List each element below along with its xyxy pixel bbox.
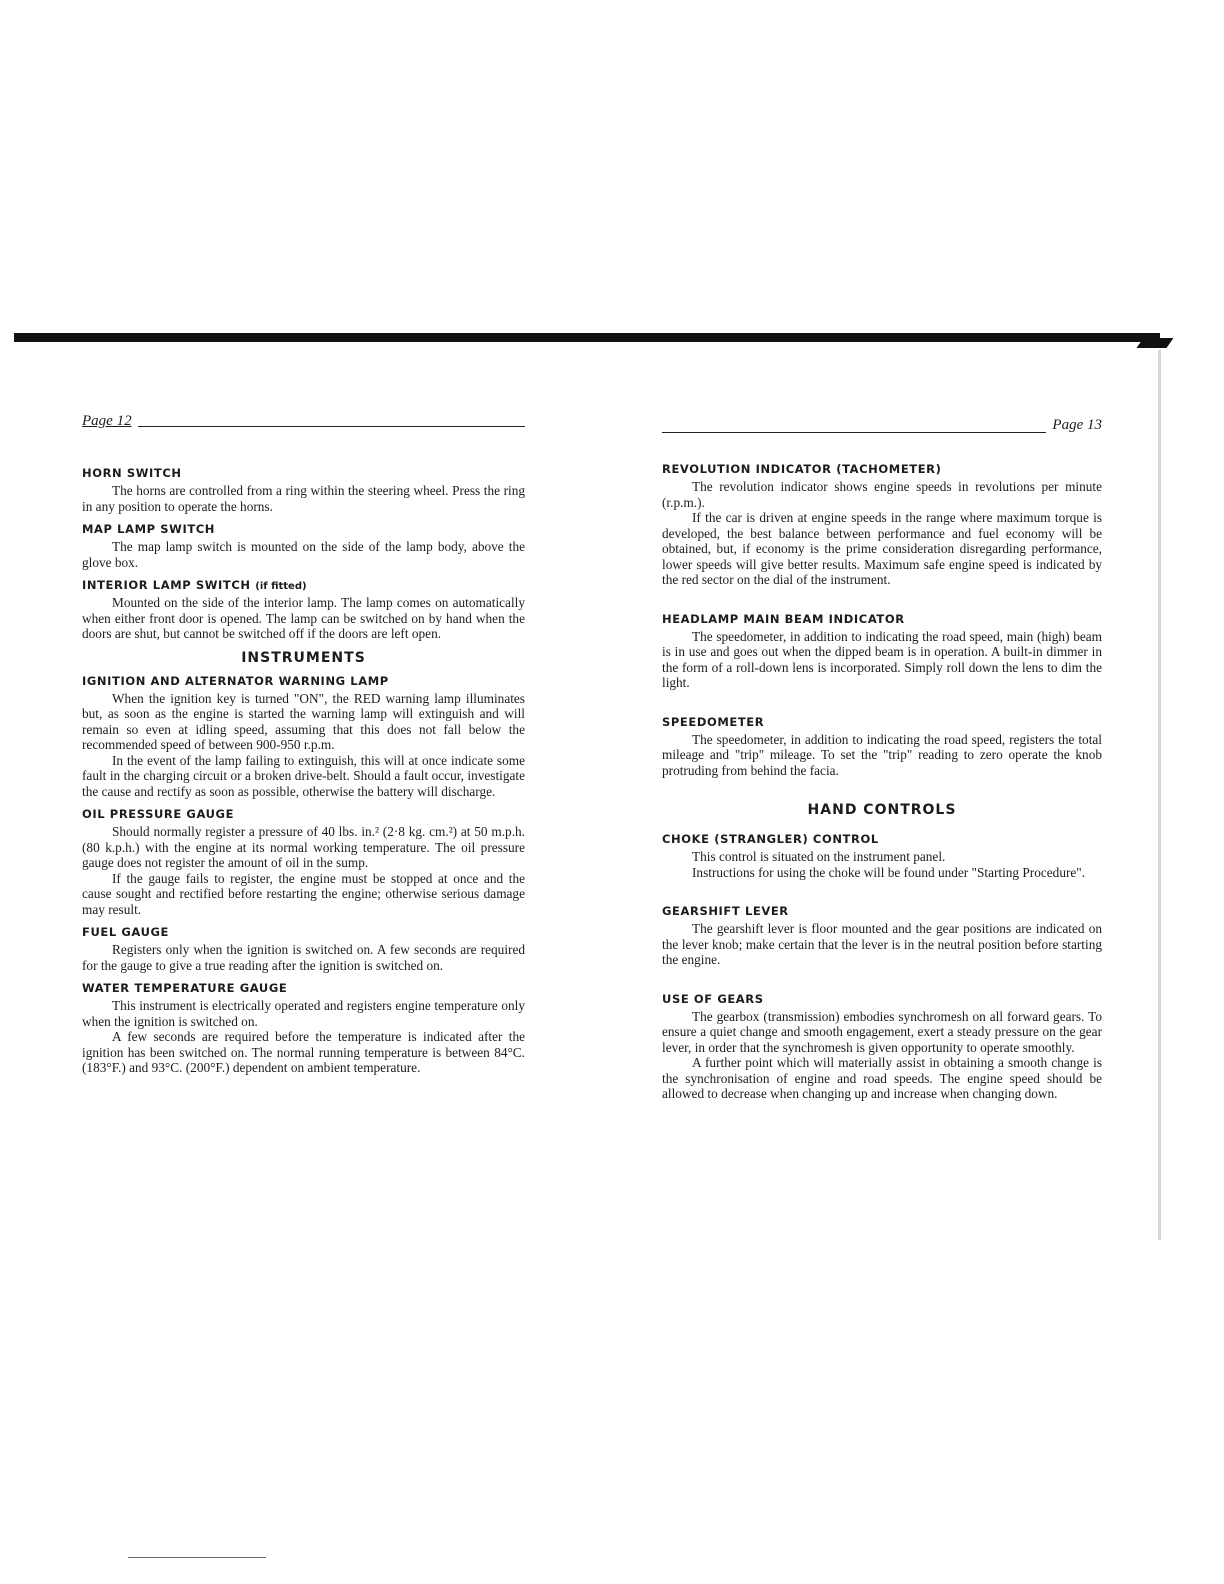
paragraph: The horns are controlled from a ring within the steering wheel. Press the ring in any position to operate the horns. (82, 483, 525, 514)
section-headlamp-main-beam-indicator (662, 612, 1102, 691)
binding-edge (1158, 350, 1161, 1240)
paragraph: Registers only when the ignition is switched on. A few seconds are required for the gauge to give a true reading after the ignition is switched on. (82, 942, 525, 973)
paragraph: When the ignition key is turned "ON", the RED warning lamp illuminates but, as soon as the engine is started the warning lamp will extinguish and will remain so even at idling speed, assuming that this does not fall below the recommended speed of between 900-950 r.p.m. (82, 690, 525, 752)
section-gearshift-lever (662, 904, 1102, 968)
footnote-rule (128, 1557, 266, 1558)
page-header (662, 412, 1102, 434)
section-heading: CHOKE (STRANGLER) CONTROL (662, 832, 879, 846)
section-interior-lamp-switch (82, 578, 525, 642)
paragraph: The map lamp switch is mounted on the side of the lamp body, above the glove box. (82, 539, 525, 570)
section-speedometer (662, 715, 1102, 779)
instruments-heading: INSTRUMENTS (241, 649, 366, 666)
section-oil-pressure-gauge (82, 807, 525, 917)
heading-note: (if fitted) (255, 581, 307, 592)
paragraph: Mounted on the side of the interior lamp. The lamp comes on automatically when either front door is opened. The lamp can be switched on by hand when the doors are shut, but cannot be switched off if the doors are left open. (82, 595, 525, 641)
page-number: Page 12 (82, 413, 132, 429)
paragraph: If the gauge fails to register, the engine must be stopped at once and the cause sought and rectified before restarting the engine; otherwise serious damage may result. (82, 870, 525, 917)
paragraph: The revolution indicator shows engine speeds in revolutions per minute (r.p.m.). (662, 479, 1102, 510)
paragraph: This control is situated on the instrument panel. (692, 849, 946, 864)
page-header (82, 408, 525, 430)
section-water-temperature-gauge (82, 981, 525, 1076)
section-heading: HEADLAMP MAIN BEAM INDICATOR (662, 611, 905, 626)
paragraph: A further point which will materially assist in obtaining a smooth change is the synchronisation of engine and road speeds. The engine speed should be allowed to decrease when changing up and increase when changing down. (662, 1055, 1102, 1101)
top-rule-end (1136, 338, 1173, 348)
top-black-rule (14, 333, 1160, 342)
header-rule (662, 432, 1046, 433)
section-heading: FUEL GAUGE (82, 925, 169, 939)
paragraph: Should normally register a pressure of 40 lbs. in.² (2·8 kg. cm.²) at 50 m.p.h. (80 k.p.h.) with the engine at its normal working temperature. The oil pressure gauge does not register the amount of oil in the sump. (82, 824, 525, 870)
paragraph: The gearshift lever is floor mounted and the gear positions are indicated on the lever knob; make certain that the lever is in the neutral position before starting the engine. (662, 921, 1102, 967)
right-page (662, 412, 1102, 1126)
section-heading (82, 578, 525, 592)
section-revolution-indicator (662, 462, 1102, 588)
section-heading: OIL PRESSURE GAUGE (82, 807, 235, 821)
section-use-of-gears (662, 992, 1102, 1102)
paragraph: This instrument is electrically operated and registers engine temperature only when the ignition is switched on. (82, 998, 525, 1029)
page-number: Page 13 (1052, 417, 1102, 433)
section-heading: REVOLUTION INDICATOR (TACHOMETER) (662, 462, 942, 476)
section-heading: SPEEDOMETER (662, 714, 765, 729)
section-heading: WATER TEMPERATURE GAUGE (82, 981, 288, 995)
section-map-lamp-switch (82, 522, 525, 570)
paragraph: The gearbox (transmission) embodies synchromesh on all forward gears. To ensure a quiet change and smooth engagement, exert a steady pressure on the gear lever, in order that the synchromesh is given opportunity to operate smoothly. (662, 1008, 1102, 1055)
paragraph: If the car is driven at engine speeds in the range where maximum torque is developed, the best balance between performance and fuel economy will be obtained, but, if economy is the prime consideration disregarding performance, lower speeds will give better results. Maximum safe engine speed is indicated by the red sector on the dial of the instrument. (662, 510, 1102, 587)
header-rule (138, 426, 525, 427)
paragraph: A few seconds are required before the temperature is indicated after the ignition has been switched on. The normal running temperature is between 84°C. (183°F.) and 93°C. (200°F.) dependent on ambient temperature. (82, 1029, 525, 1075)
section-ignition-warning-lamp (82, 674, 525, 800)
hand-controls-heading: HAND CONTROLS (807, 802, 957, 818)
heading-text: INTERIOR LAMP SWITCH (82, 578, 251, 592)
paragraph: Instructions for using the choke will be found under "Starting Procedure". (692, 864, 1086, 880)
section-heading: IGNITION AND ALTERNATOR WARNING LAMP (82, 673, 389, 688)
section-choke-control (662, 832, 1102, 880)
left-page (82, 408, 525, 1084)
section-heading: USE OF GEARS (662, 991, 764, 1006)
paragraph: In the event of the lamp failing to extinguish, this will at once indicate some fault in the charging circuit or a broken drive-belt. Should a fault occur, investigate the cause and rectify as soon as possible, otherwise the battery will discharge. (82, 752, 525, 799)
paragraph: The speedometer, in addition to indicating the road speed, main (high) beam is in use and goes out when the dipped beam is in operation. A built-in dimmer in the form of a roll-down lens is incorporated. Simply roll down the lens to dim the light. (662, 628, 1102, 690)
section-heading: HORN SWITCH (82, 466, 182, 480)
section-fuel-gauge (82, 925, 525, 973)
section-horn-switch (82, 466, 525, 514)
section-heading: GEARSHIFT LEVER (662, 904, 789, 918)
paragraph: The speedometer, in addition to indicating the road speed, registers the total mileage and "trip" mileage. To set the "trip" reading to zero operate the knob protruding from behind the facia. (662, 731, 1102, 778)
section-heading: MAP LAMP SWITCH (82, 522, 216, 536)
